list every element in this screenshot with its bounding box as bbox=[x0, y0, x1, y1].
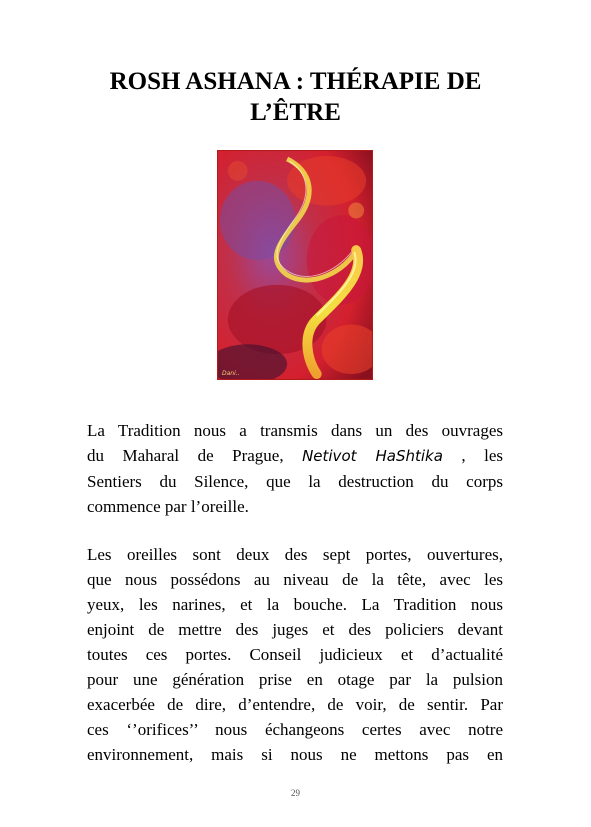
paragraph-2-line: que nous possédons au niveau de la tête, avec les bbox=[87, 570, 503, 589]
text-fragment: , les bbox=[461, 446, 504, 465]
paragraph-2-line: ces ‘’orifices’’ nous échangeons certes avec notre bbox=[87, 720, 503, 739]
page-number: 29 bbox=[291, 788, 300, 798]
title-line-1: ROSH ASHANA : THÉRAPIE DE bbox=[109, 68, 482, 95]
paragraph-1-line-2 bbox=[87, 443, 503, 469]
paragraph-1-line-1: La Tradition nous a transmis dans un des ouvrages bbox=[87, 421, 503, 440]
page-title bbox=[60, 66, 531, 128]
paragraph-1-line-4: commence par l’oreille. bbox=[87, 497, 249, 516]
paragraph-2-line: environnement, mais si nous ne mettons pas en bbox=[87, 745, 503, 764]
abstract-painting-image bbox=[217, 150, 373, 380]
title-line-2: L’ÊTRE bbox=[250, 99, 341, 126]
painting-artwork bbox=[218, 151, 372, 379]
paragraph-2 bbox=[87, 542, 503, 767]
paragraph-2-line: enjoint de mettre des juges et des policiers devant bbox=[87, 620, 503, 639]
text-fragment: du Maharal de Prague, bbox=[87, 446, 284, 465]
book-title: Netivot HaShtika bbox=[302, 447, 443, 465]
paragraph-2-line: yeux, les narines, et la bouche. La Tradition nous bbox=[87, 595, 503, 614]
painting-signature: Dani.. bbox=[222, 370, 240, 377]
paragraph-2-line: pour une génération prise en otage par la pulsion bbox=[87, 670, 503, 689]
paragraph-1-line-3: Sentiers du Silence, que la destruction du corps bbox=[87, 472, 503, 491]
paragraph-2-line: exacerbée de dire, d’entendre, de voir, de sentir. Par bbox=[87, 695, 503, 714]
paragraph-1 bbox=[87, 418, 503, 519]
paragraph-2-line: toutes ces portes. Conseil judicieux et d’actualité bbox=[87, 645, 503, 664]
paragraph-2-line: Les oreilles sont deux des sept portes, ouvertures, bbox=[87, 545, 503, 564]
